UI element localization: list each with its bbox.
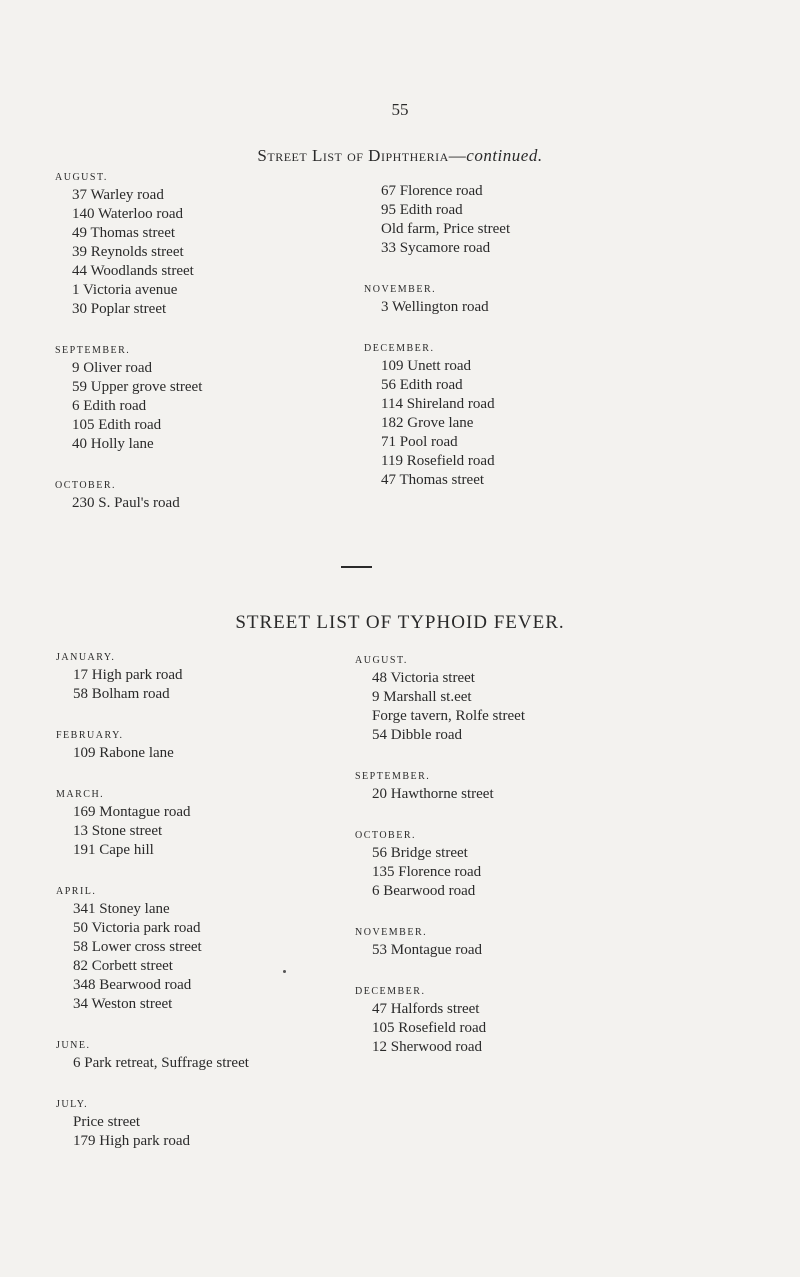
month-heading: FEBRUARY. xyxy=(56,730,124,741)
address-entry: 135 Florence road xyxy=(372,864,482,880)
month-heading: APRIL. xyxy=(56,886,97,897)
address-entry: 119 Rosefield road xyxy=(381,453,495,469)
address-entry: 48 Victoria street xyxy=(372,670,475,686)
month-section xyxy=(56,649,249,704)
address-entry: 37 Warley road xyxy=(72,187,164,203)
month-section xyxy=(355,827,525,901)
month-heading: OCTOBER. xyxy=(355,830,416,841)
month-heading: AUGUST. xyxy=(355,655,408,666)
address-entry: 49 Thomas street xyxy=(72,225,176,241)
address-entry: 341 Stoney lane xyxy=(73,901,170,917)
month-heading: MARCH. xyxy=(56,789,105,800)
month-section xyxy=(56,1037,249,1073)
address-entry: 39 Reynolds street xyxy=(72,244,184,260)
month-heading: SEPTEMBER. xyxy=(355,771,431,782)
address-entry: Price street xyxy=(73,1114,141,1130)
address-entry: 40 Holly lane xyxy=(72,436,154,452)
page-number: 55 xyxy=(391,100,409,119)
month-heading: JUNE. xyxy=(56,1040,91,1051)
address-entry: 1 Victoria avenue xyxy=(72,282,178,298)
address-entry: 50 Victoria park road xyxy=(73,920,201,936)
address-entry: 13 Stone street xyxy=(73,823,163,839)
address-entry: 17 High park road xyxy=(73,667,183,683)
diphtheria-left-column xyxy=(55,169,203,536)
address-entry: Old farm, Price street xyxy=(381,221,511,237)
month-section xyxy=(55,342,203,454)
address-entry: 82 Corbett street xyxy=(73,958,173,974)
address-entry: 53 Montague road xyxy=(372,942,482,958)
address-entry: 182 Grove lane xyxy=(381,415,474,431)
month-section xyxy=(364,281,510,317)
address-entry: 34 Weston street xyxy=(73,996,173,1012)
month-heading: NOVEMBER. xyxy=(364,284,437,295)
month-section xyxy=(364,340,510,490)
address-entry: 71 Pool road xyxy=(381,434,458,450)
month-section xyxy=(381,182,510,258)
month-section xyxy=(56,786,249,860)
diphtheria-title-text: Street List of Diphtheria— xyxy=(257,146,467,165)
address-entry: 20 Hawthorne street xyxy=(372,786,494,802)
address-entry: 59 Upper grove street xyxy=(72,379,203,395)
address-entry: 6 Park retreat, Suffrage street xyxy=(73,1055,249,1071)
address-entry: 109 Unett road xyxy=(381,358,471,374)
month-section xyxy=(56,1096,249,1151)
month-section xyxy=(355,983,525,1057)
address-entry: 30 Poplar street xyxy=(72,301,167,317)
month-section xyxy=(55,169,202,319)
address-entry: 3 Wellington road xyxy=(381,299,489,315)
month-section xyxy=(355,924,525,960)
address-entry: 179 High park road xyxy=(73,1133,191,1149)
month-heading: JANUARY. xyxy=(56,652,116,663)
address-entry: 169 Montague road xyxy=(73,804,191,820)
address-entry: 95 Edith road xyxy=(381,202,463,218)
diphtheria-list-title xyxy=(0,146,800,166)
address-entry: 6 Edith road xyxy=(72,398,147,414)
paper-speck xyxy=(283,970,286,973)
address-entry: 58 Bolham road xyxy=(73,686,170,702)
address-entry: 56 Bridge street xyxy=(372,845,468,861)
address-entry: 105 Edith road xyxy=(72,417,162,433)
month-heading: DECEMBER. xyxy=(364,343,435,354)
diphtheria-title-continued: continued. xyxy=(466,146,543,165)
address-entry: 47 Thomas street xyxy=(381,472,485,488)
address-entry: 348 Bearwood road xyxy=(73,977,192,993)
address-entry: 12 Sherwood road xyxy=(372,1039,482,1055)
address-entry: 114 Shireland road xyxy=(381,396,495,412)
month-heading: SEPTEMBER. xyxy=(55,345,131,356)
typhoid-right-column xyxy=(355,652,526,1080)
address-entry: 140 Waterloo road xyxy=(72,206,183,222)
month-section xyxy=(355,652,526,745)
month-section xyxy=(56,883,249,1014)
month-section xyxy=(55,477,202,513)
typhoid-left-column xyxy=(56,649,249,1174)
address-entry: 191 Cape hill xyxy=(73,842,154,858)
month-section xyxy=(56,727,249,763)
address-entry: 6 Bearwood road xyxy=(372,883,476,899)
month-heading: AUGUST. xyxy=(55,172,108,183)
month-section xyxy=(355,768,525,804)
address-entry: 230 S. Paul's road xyxy=(72,495,180,511)
address-entry: 44 Woodlands street xyxy=(72,263,194,279)
month-heading: DECEMBER. xyxy=(355,986,426,997)
address-entry: 58 Lower cross street xyxy=(73,939,202,955)
month-heading: OCTOBER. xyxy=(55,480,116,491)
address-entry: 109 Rabone lane xyxy=(73,745,174,761)
address-entry: 47 Halfords street xyxy=(372,1001,480,1017)
address-entry: 67 Florence road xyxy=(381,183,483,199)
section-divider xyxy=(341,566,372,568)
month-heading: NOVEMBER. xyxy=(355,927,428,938)
month-heading: JULY. xyxy=(56,1099,89,1110)
address-entry: 33 Sycamore road xyxy=(381,240,491,256)
address-entry: 9 Marshall st.eet xyxy=(372,689,472,705)
address-entry: Forge tavern, Rolfe street xyxy=(372,708,526,724)
address-entry: 9 Oliver road xyxy=(72,360,152,376)
diphtheria-right-column xyxy=(364,182,511,513)
address-entry: 56 Edith road xyxy=(381,377,463,393)
typhoid-list-title: STREET LIST OF TYPHOID FEVER. xyxy=(235,612,565,633)
address-entry: 54 Dibble road xyxy=(372,727,462,743)
address-entry: 105 Rosefield road xyxy=(372,1020,487,1036)
